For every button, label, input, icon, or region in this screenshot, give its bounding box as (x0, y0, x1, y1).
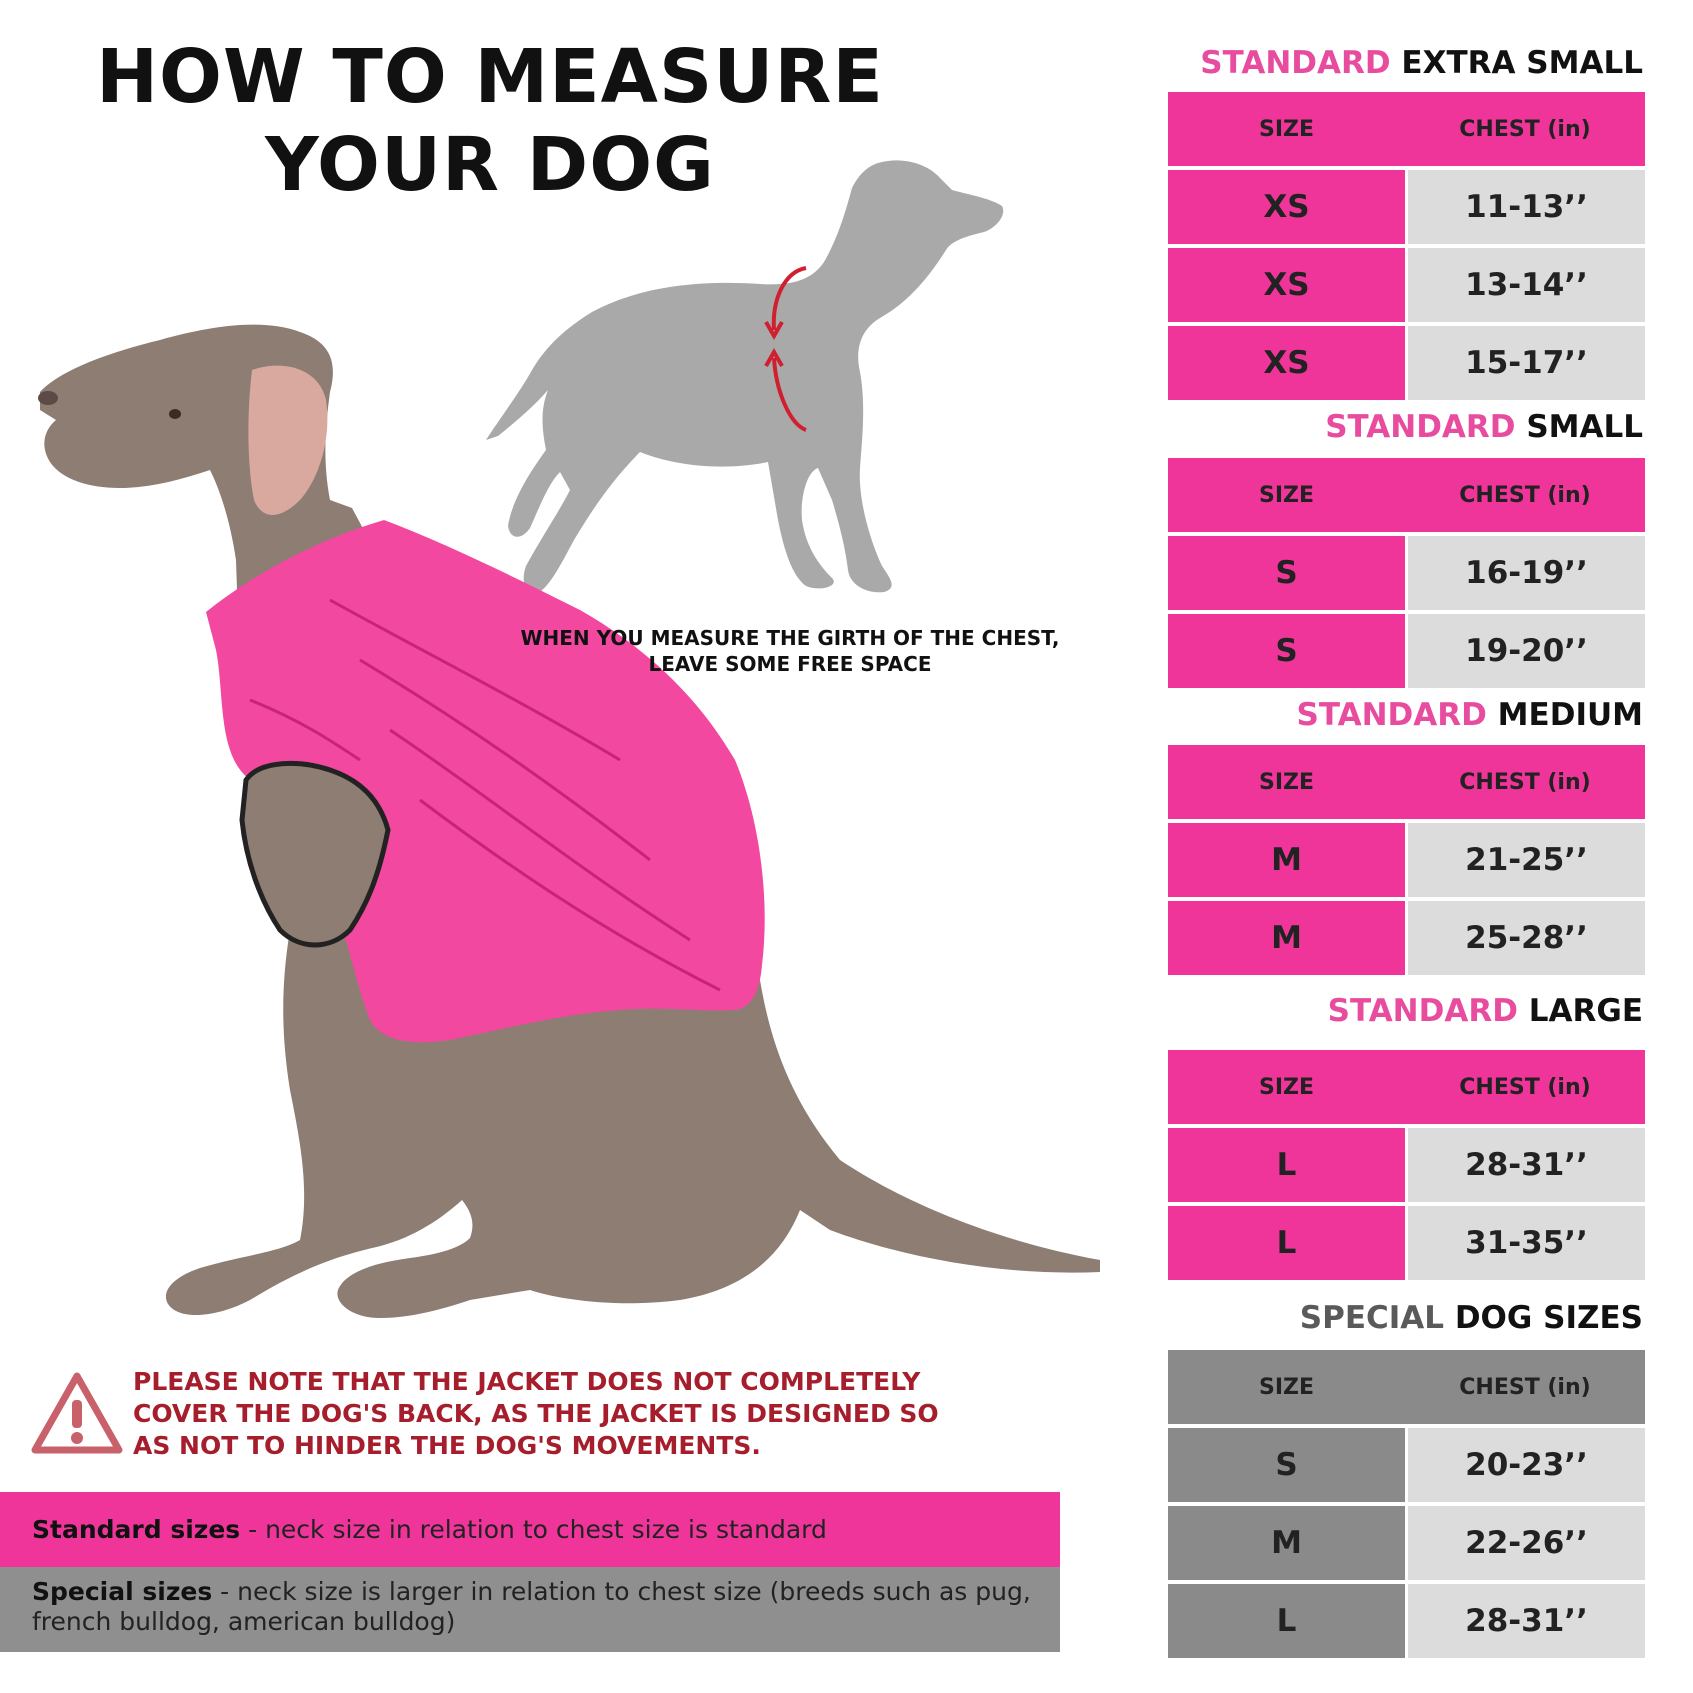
chest-note-line-1: WHEN YOU MEASURE THE GIRTH OF THE CHEST, (520, 626, 1060, 650)
size-cell: XS (1168, 248, 1405, 322)
section-title-medium (1296, 697, 1643, 733)
size-cell: XS (1168, 326, 1405, 400)
chest-cell: 16-19’’ (1408, 536, 1645, 610)
table-row (1168, 326, 1645, 400)
table-row (1168, 901, 1645, 975)
section-keyword: STANDARD (1325, 409, 1516, 445)
size-table-medium (1168, 745, 1645, 979)
header-chest: CHEST (in) (1459, 116, 1591, 142)
chest-cell: 15-17’’ (1408, 326, 1645, 400)
size-cell: M (1168, 1506, 1405, 1580)
legend-special-label: Special sizes (32, 1577, 213, 1606)
table-header-row (1168, 92, 1645, 166)
header-size: SIZE (1258, 1074, 1314, 1100)
header-size: SIZE (1258, 769, 1314, 795)
size-table-small (1168, 458, 1645, 692)
header-chest: CHEST (in) (1459, 1074, 1591, 1100)
table-row (1168, 1206, 1645, 1280)
warning-line-1: PLEASE NOTE THAT THE JACKET DOES NOT COMPLETELY (133, 1367, 921, 1396)
header-chest: CHEST (in) (1459, 1374, 1591, 1400)
section-name: SMALL (1515, 409, 1643, 445)
page-title-line-2: YOUR DOG (265, 122, 715, 208)
legend-standard-sizes (0, 1492, 1060, 1567)
chest-note-line-2: LEAVE SOME FREE SPACE (648, 652, 932, 676)
size-table-large (1168, 1050, 1645, 1284)
table-row (1168, 536, 1645, 610)
section-keyword: STANDARD (1296, 697, 1487, 733)
table-row (1168, 823, 1645, 897)
legend-standard-label: Standard sizes (32, 1514, 241, 1544)
chest-measure-note (470, 625, 1110, 677)
table-row (1168, 1584, 1645, 1658)
chest-cell: 11-13’’ (1408, 170, 1645, 244)
chest-cell: 22-26’’ (1408, 1506, 1645, 1580)
legend-special-sizes (0, 1567, 1060, 1652)
table-row (1168, 1428, 1645, 1502)
header-chest: CHEST (in) (1459, 769, 1591, 795)
table-header-row (1168, 745, 1645, 819)
legend-standard-text: - neck size in relation to chest size is standard (240, 1514, 827, 1544)
table-header-row (1168, 1350, 1645, 1424)
header-size: SIZE (1258, 482, 1314, 508)
chest-cell: 28-31’’ (1408, 1584, 1645, 1658)
section-name: LARGE (1517, 993, 1643, 1029)
section-title-large (1327, 993, 1643, 1029)
size-cell: L (1168, 1128, 1405, 1202)
size-cell: L (1168, 1206, 1405, 1280)
header-chest: CHEST (in) (1459, 482, 1591, 508)
size-table-special (1168, 1350, 1645, 1662)
table-row (1168, 170, 1645, 244)
chest-cell: 25-28’’ (1408, 901, 1645, 975)
dog-silhouette-icon (486, 160, 1003, 592)
size-cell: M (1168, 901, 1405, 975)
page-title-line-1: HOW TO MEASURE (96, 34, 884, 120)
table-row (1168, 614, 1645, 688)
size-cell: M (1168, 823, 1405, 897)
chest-cell: 21-25’’ (1408, 823, 1645, 897)
section-title-extra-small (1200, 45, 1643, 81)
section-name: MEDIUM (1486, 697, 1643, 733)
chest-cell: 20-23’’ (1408, 1428, 1645, 1502)
table-row (1168, 248, 1645, 322)
chest-cell: 31-35’’ (1408, 1206, 1645, 1280)
section-keyword: SPECIAL (1299, 1300, 1445, 1336)
header-size: SIZE (1258, 116, 1314, 142)
table-row (1168, 1506, 1645, 1580)
header-size: SIZE (1258, 1374, 1314, 1400)
legend-special-text: - neck size is larger in relation to chest size (breeds such as pug, french bulldog, american bulldog) (32, 1577, 1031, 1636)
size-cell: S (1168, 536, 1405, 610)
size-cell: S (1168, 1428, 1405, 1502)
table-header-row (1168, 458, 1645, 532)
table-row (1168, 1128, 1645, 1202)
section-name: DOG SIZES (1444, 1300, 1643, 1336)
warning-triangle-icon (30, 1370, 125, 1458)
size-table-extra-small (1168, 92, 1645, 404)
chest-cell: 28-31’’ (1408, 1128, 1645, 1202)
warning-line-3: AS NOT TO HINDER THE DOG'S MOVEMENTS. (133, 1431, 761, 1460)
table-header-row (1168, 1050, 1645, 1124)
section-name: EXTRA SMALL (1390, 45, 1643, 81)
size-cell: XS (1168, 170, 1405, 244)
warning-line-2: COVER THE DOG'S BACK, AS THE JACKET IS DESIGNED SO (133, 1399, 939, 1428)
section-title-small (1325, 409, 1643, 445)
chest-cell: 19-20’’ (1408, 614, 1645, 688)
chest-cell: 13-14’’ (1408, 248, 1645, 322)
size-cell: S (1168, 614, 1405, 688)
section-keyword: STANDARD (1327, 993, 1518, 1029)
section-title-special (1299, 1300, 1643, 1336)
section-keyword: STANDARD (1200, 45, 1391, 81)
size-cell: L (1168, 1584, 1405, 1658)
jacket-coverage-warning (133, 1366, 1013, 1462)
